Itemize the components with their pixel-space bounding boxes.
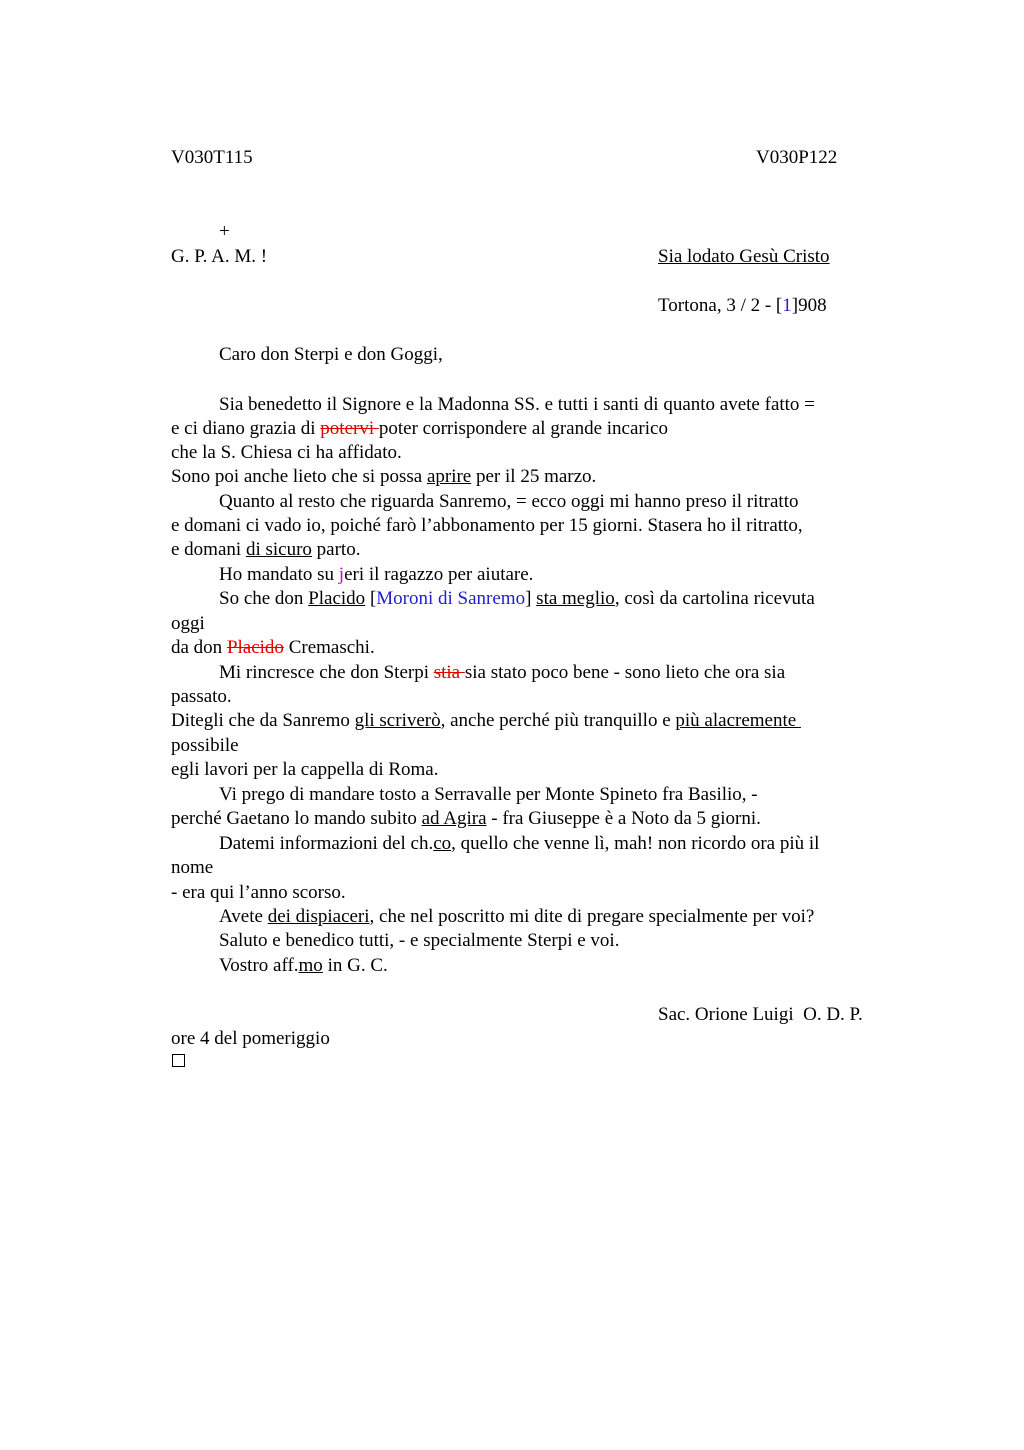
letter-line: Ditegli che da Sanremo gli scriverò, anche perché più tranquillo e più alacremente (171, 710, 801, 731)
letter-line: So che don Placido [Moroni di Sanremo] sta meglio, così da cartolina ricevuta (219, 588, 815, 609)
letter-line: che la S. Chiesa ci ha affidato. (171, 442, 402, 463)
postscript: ore 4 del pomeriggio (171, 1028, 330, 1049)
closing: Vostro aff.mo in G. C. (219, 955, 388, 976)
letter-line: Saluto e benedico tutti, - e specialmente Sterpi e voi. (219, 930, 620, 951)
letter-line: Datemi informazioni del ch.co, quello che venne lì, mah! non ricordo ora più il (219, 833, 820, 854)
letter-line: e domani di sicuro parto. (171, 539, 361, 560)
letter-line: possibile (171, 735, 239, 756)
box-symbol-icon (172, 1054, 185, 1067)
letter-line: passato. (171, 686, 232, 707)
letter-line: Ho mandato su jeri il ragazzo per aiutare. (219, 564, 534, 585)
letter-line: egli lavori per la cappella di Roma. (171, 759, 439, 780)
right-code: V030P122 (756, 147, 838, 168)
gpam: G. P. A. M. ! (171, 246, 268, 267)
letter-line: Avete dei dispiaceri, che nel poscritto mi dite di pregare specialmente per voi? (219, 906, 815, 927)
motto: Sia lodato Gesù Cristo (658, 246, 830, 267)
letter-line: Vi prego di mandare tosto a Serravalle per Monte Spineto fra Basilio, - (219, 784, 758, 805)
letter-line: perché Gaetano lo mando subito ad Agira - fra Giuseppe è a Noto da 5 giorni. (171, 808, 761, 829)
letter-line: oggi (171, 613, 205, 634)
place-date: Tortona, 3 / 2 - [1]908 (658, 295, 827, 316)
letter-line: nome (171, 857, 214, 878)
letter-line: Sia benedetto il Signore e la Madonna SS. e tutti i santi di quanto avete fatto = (219, 394, 815, 415)
letter-line: e ci diano grazia di potervi poter corrispondere al grande incarico (171, 418, 668, 439)
letter-line: e domani ci vado io, poiché farò l’abbonamento per 15 giorni. Stasera ho il ritratto, (171, 515, 803, 536)
letter-line: Quanto al resto che riguarda Sanremo, = ecco oggi mi hanno preso il ritratto (219, 491, 799, 512)
left-code: V030T115 (171, 147, 253, 168)
signature: Sac. Orione Luigi O. D. P. (658, 1004, 863, 1025)
salutation: Caro don Sterpi e don Goggi, (219, 344, 443, 365)
letter-line: Sono poi anche lieto che si possa aprire per il 25 marzo. (171, 466, 597, 487)
cross: + (219, 221, 230, 242)
letter-line: da don Placido Cremaschi. (171, 637, 375, 658)
letter-line: Mi rincresce che don Sterpi stia sia stato poco bene - sono lieto che ora sia (219, 662, 786, 683)
letter-line: - era qui l’anno scorso. (171, 882, 346, 903)
